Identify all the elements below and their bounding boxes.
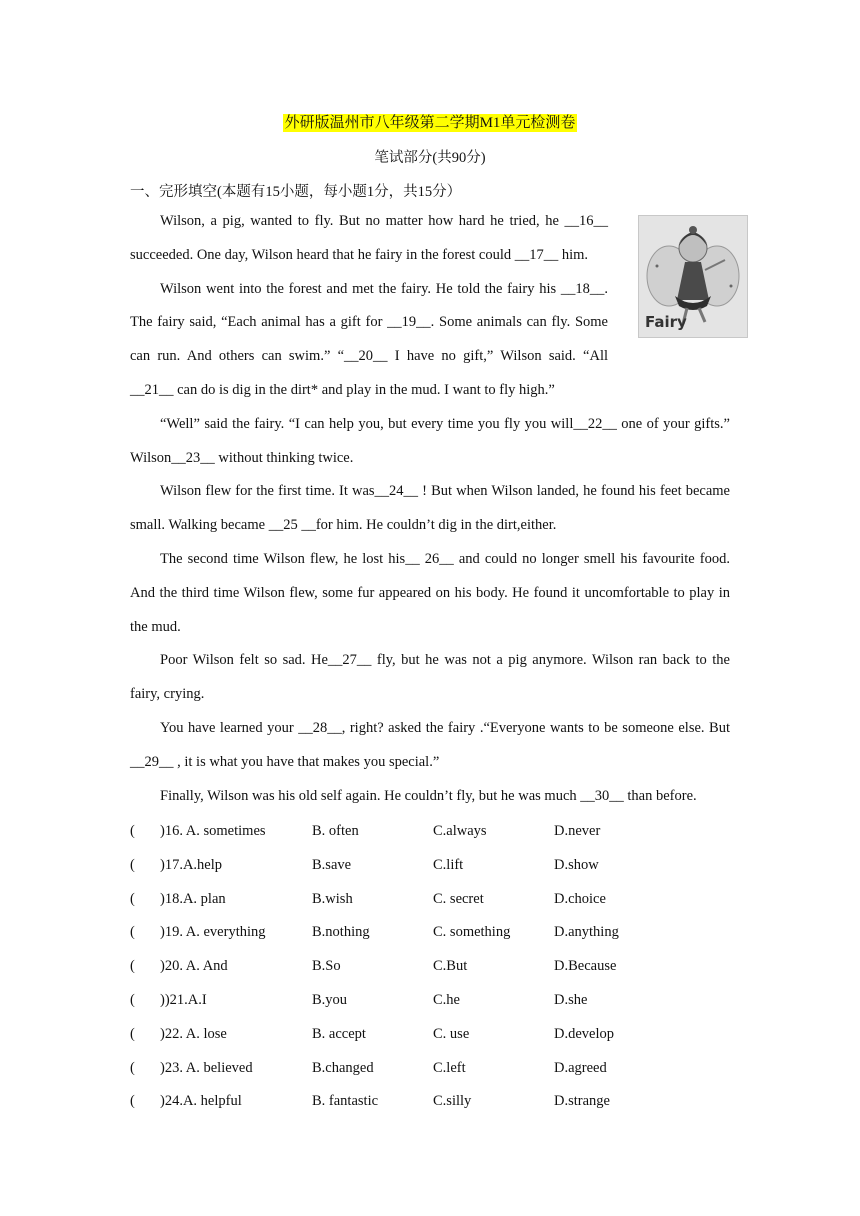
option-c: C. secret: [433, 890, 484, 907]
answer-bracket: (: [130, 1093, 135, 1110]
option-c: C.left: [433, 1059, 466, 1076]
fairy-label: Fairy: [645, 313, 687, 331]
option-d: D.choice: [554, 890, 606, 907]
answer-bracket: (: [130, 1025, 135, 1042]
section-heading: 一、完形填空(本题有15小题，每小题1分，共15分）: [130, 184, 462, 200]
question-row: [130, 916, 730, 950]
option-c: C.But: [433, 958, 468, 975]
option-a: )24.A. helpful: [160, 1093, 242, 1110]
paragraph: The second time Wilson flew, he lost his__ 26__ and could no longer smell his favourite food. And the third time Wilson flew, some fur appeared on his body. He found it uncomfortable to play in the mud.: [130, 550, 730, 635]
option-c: C. use: [433, 1025, 470, 1042]
question-list: [130, 815, 730, 1119]
option-a: )23. A. believed: [160, 1059, 253, 1076]
option-d: D.show: [554, 856, 599, 873]
option-b: B.you: [312, 991, 348, 1008]
answer-bracket: (: [130, 856, 135, 873]
answer-bracket: (: [130, 1059, 135, 1076]
option-c: C.always: [433, 823, 487, 839]
answer-bracket: (: [130, 958, 135, 975]
option-b: B.nothing: [312, 924, 370, 941]
option-a: ))21.A.I: [160, 991, 207, 1008]
question-row: [130, 849, 730, 883]
page-subtitle: 笔试部分(共90分): [374, 150, 486, 166]
paragraph: Poor Wilson felt so sad. He__27__ fly, but he was not a pig anymore. Wilson ran back to the fairy, crying.: [130, 652, 730, 703]
option-a: )22. A. lose: [160, 1025, 227, 1042]
page-title: 外研版温州市八年级第二学期M1单元检测卷: [284, 115, 576, 131]
option-a: )19. A. everything: [160, 924, 266, 941]
option-d: D.Because: [554, 958, 617, 975]
question-row: [130, 815, 730, 849]
option-d: D.anything: [554, 924, 619, 941]
option-a: )20. A. And: [160, 958, 228, 975]
option-c: C.lift: [433, 856, 464, 873]
title-wrap: [0, 111, 860, 132]
question-row: [130, 950, 730, 984]
question-row: [130, 1052, 730, 1086]
paragraph: “Well” said the fairy. “I can help you, but every time you fly you will__22__ one of your gifts.” Wilson__23__ without thinking twice.: [130, 415, 730, 466]
question-row: [130, 984, 730, 1018]
option-a: )16. A. sometimes: [160, 823, 266, 839]
question-row: [130, 1085, 730, 1119]
answer-bracket: (: [130, 823, 135, 839]
option-b: B. accept: [312, 1025, 366, 1042]
answer-bracket: (: [130, 991, 135, 1008]
option-d: D.she: [554, 991, 588, 1008]
option-c: C.he: [433, 991, 460, 1008]
option-b: B.So: [312, 958, 341, 975]
paragraph: Wilson flew for the first time. It was__24__ ! But when Wilson landed, he found his feet became small. Walking became __25 __for him. He couldn’t dig in the dirt,either.: [130, 483, 730, 534]
option-c: C.silly: [433, 1093, 472, 1110]
option-b: B.wish: [312, 890, 353, 907]
option-b: B.save: [312, 856, 352, 873]
option-c: C. something: [433, 924, 511, 941]
option-b: B. fantastic: [312, 1093, 379, 1110]
answer-bracket: (: [130, 890, 135, 907]
option-b: B. often: [312, 823, 359, 839]
paragraph: Finally, Wilson was his old self again. He couldn’t fly, but he was much __30__ than before.: [160, 787, 697, 804]
paragraph: Wilson went into the forest and met the fairy. He told the fairy his __18__. The fairy said, “Each animal has a gift for __19__. Some animals can fly. Some can run. And others can swim.” “__20__ I have no gift,” Wilson said. “All __21__ can do is dig in the dirt* and play in the mud. I want to fly high.”: [130, 280, 608, 398]
paragraph: You have learned your __28__, right? asked the fairy .“Everyone wants to be someone else. But __29__ , it is what you have that makes you special.”: [130, 719, 730, 770]
question-row: [130, 883, 730, 917]
option-d: D.agreed: [554, 1059, 607, 1076]
option-d: D.develop: [554, 1025, 614, 1042]
cloze-passage: [130, 205, 730, 813]
paragraph: Wilson, a pig, wanted to fly. But no matter how hard he tried, he __16__ succeeded. One day, Wilson heard that he fairy in the forest could __17__ him.: [130, 213, 608, 263]
option-d: D.never: [554, 823, 601, 839]
option-a: )17.A.help: [160, 856, 223, 873]
option-a: )18.A. plan: [160, 890, 226, 907]
option-b: B.changed: [312, 1059, 374, 1076]
option-d: D.strange: [554, 1093, 610, 1110]
question-row: [130, 1018, 730, 1052]
answer-bracket: (: [130, 924, 135, 941]
